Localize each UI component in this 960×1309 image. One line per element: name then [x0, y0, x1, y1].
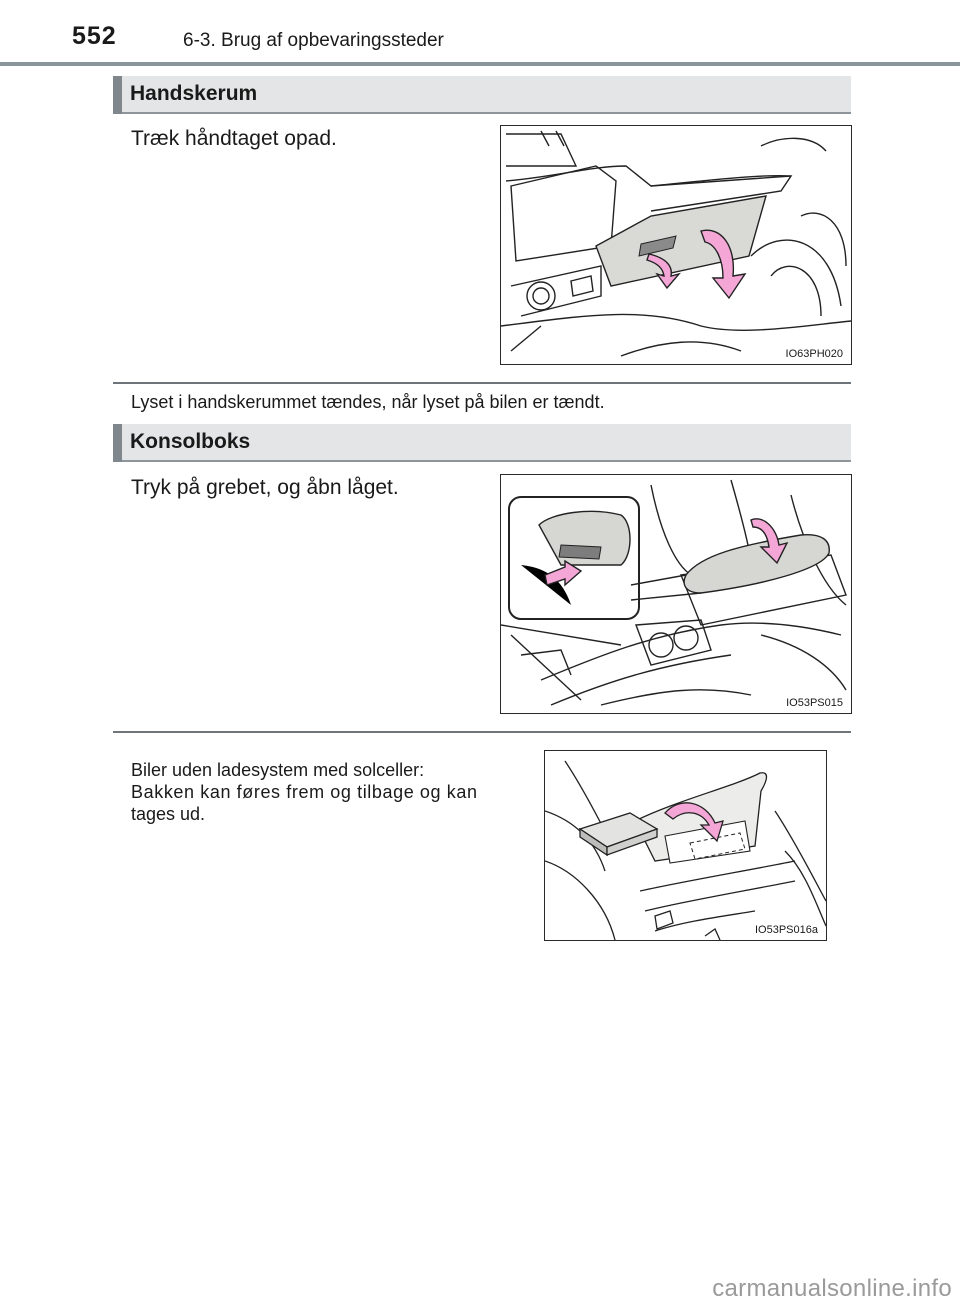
section-heading-konsolboks [113, 424, 851, 462]
console-box-figure [500, 474, 852, 714]
console-box-illustration [501, 475, 851, 713]
figure-code: IO53PS015 [786, 697, 843, 709]
section-title: Konsolboks [130, 430, 251, 453]
note-text: Lyset i handskerummet tændes, når lyset på bilen er tændt. [131, 392, 605, 412]
glovebox-illustration [501, 126, 851, 364]
section-heading-handskerum [113, 76, 851, 114]
figure-code: IO63PH020 [785, 348, 843, 360]
solar-note [131, 759, 518, 825]
solar-note-line: Bakken kan føres frem og tilbage og kan [131, 782, 478, 802]
page-number: 552 [72, 22, 117, 50]
section-divider [113, 731, 851, 733]
instruction-text: Træk håndtaget opad. [131, 127, 337, 150]
header-rule [0, 62, 960, 66]
section-title: Handskerum [130, 82, 258, 105]
section-accent [113, 76, 122, 114]
section-divider [113, 382, 851, 384]
tray-illustration [545, 751, 826, 940]
solar-note-line: Biler uden ladesystem med solceller: [131, 760, 425, 780]
tray-figure [544, 750, 827, 941]
section-accent [113, 424, 122, 462]
glovebox-figure [500, 125, 852, 365]
watermark: carmanualsonline.info [712, 1275, 952, 1302]
instruction-text: Tryk på grebet, og åbn låget. [131, 476, 399, 499]
figure-code: IO53PS016a [755, 924, 818, 936]
chapter-title: 6-3. Brug af opbevaringssteder [183, 30, 444, 51]
solar-note-line: tages ud. [131, 804, 206, 824]
